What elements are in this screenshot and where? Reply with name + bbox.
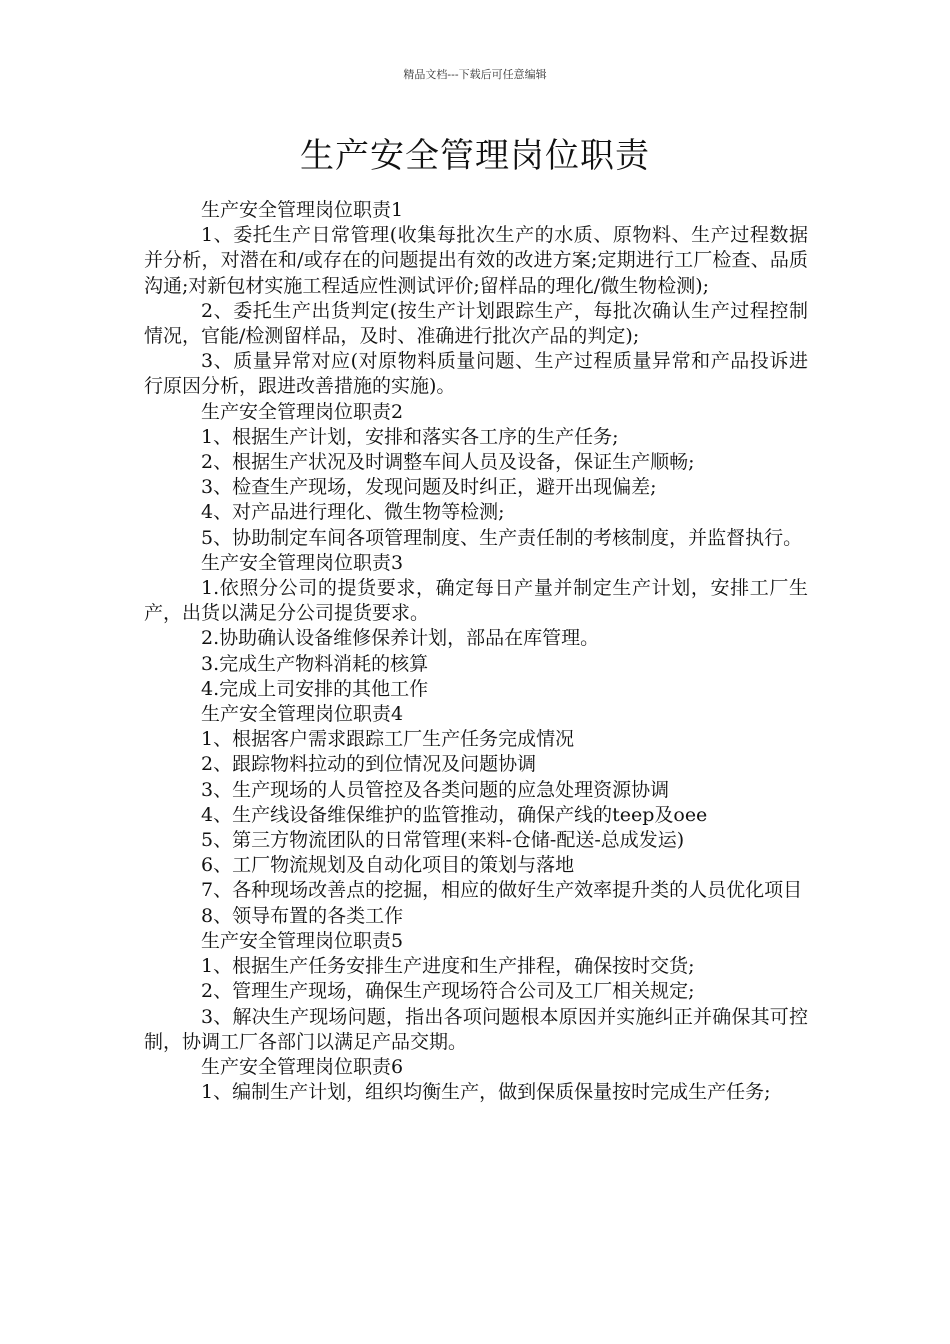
- paragraph: 1、根据客户需求跟踪工厂生产任务完成情况: [201, 728, 575, 751]
- section-heading: 生产安全管理岗位职责6: [201, 1055, 404, 1078]
- section-heading: 生产安全管理岗位职责4: [201, 703, 404, 726]
- paragraph: 8、领导布置的各类工作: [201, 904, 404, 927]
- paragraph: 6、工厂物流规划及自动化项目的策划与落地: [201, 854, 575, 877]
- paragraph: 1.依照分公司的提货要求，确定每日产量并制定生产计划，安排工厂生产，出货以满足分公司提货要求。: [144, 577, 808, 625]
- section-heading: 生产安全管理岗位职责3: [201, 551, 404, 574]
- paragraph: 2、根据生产状况及时调整车间人员及设备，保证生产顺畅;: [201, 451, 695, 474]
- paragraph: 1、编制生产计划，组织均衡生产，做到保质保量按时完成生产任务;: [201, 1081, 771, 1104]
- section-heading: 生产安全管理岗位职责1: [201, 199, 404, 221]
- paragraph: 2、管理生产现场，确保生产现场符合公司及工厂相关规定;: [201, 980, 695, 1003]
- paragraph: 1、根据生产任务安排生产进度和生产排程，确保按时交货;: [201, 955, 695, 978]
- section-heading: 生产安全管理岗位职责2: [201, 400, 404, 423]
- paragraph: 3、解决生产现场问题，指出各项问题根本原因并实施纠正并确保其可控制，协调工厂各部门以满足产品交期。: [144, 1005, 808, 1053]
- paragraph: 4、生产线设备维保维护的监管推动，确保产线的teep及oee: [201, 803, 708, 826]
- paragraph: 7、各种现场改善点的挖掘，相应的做好生产效率提升类的人员优化项目: [201, 879, 803, 902]
- paragraph: 3、生产现场的人员管控及各类问题的应急处理资源协调: [201, 778, 670, 801]
- paragraph: 5、第三方物流团队的日常管理(来料-仓储-配送-总成发运): [201, 829, 685, 852]
- paragraph: 1、委托生产日常管理(收集每批次生产的水质、原物料、生产过程数据并分析，对潜在和/或存在的问题提出有效的改进方案;定期进行工厂检查、品质沟通;对新包材实施工程适应性测试评价;留样品的理化/微生物检测);: [144, 224, 808, 297]
- paragraph: 2、跟踪物料拉动的到位情况及问题协调: [201, 753, 537, 776]
- paragraph: 1、根据生产计划，安排和落实各工序的生产任务;: [201, 425, 619, 448]
- paragraph: 3、检查生产现场，发现问题及时纠正，避开出现偏差;: [201, 476, 657, 499]
- paragraph: 2.协助确认设备维修保养计划，部品在库管理。: [201, 627, 600, 650]
- paragraph: 4.完成上司安排的其他工作: [201, 677, 429, 700]
- section-heading: 生产安全管理岗位职责5: [201, 929, 404, 952]
- paragraph: 5、协助制定车间各项管理制度、生产责任制的考核制度，并监督执行。: [201, 526, 803, 549]
- header-note: 精品文档---下载后可任意编辑: [403, 68, 547, 81]
- paragraph: 2、委托生产出货判定(按生产计划跟踪生产，每批次确认生产过程控制情况，官能/检测留样品，及时、准确进行批次产品的判定);: [144, 299, 808, 348]
- paragraph: 3、质量异常对应(对原物料质量问题、生产过程质量异常和产品投诉进行原因分析，跟进改善措施的实施)。: [144, 350, 808, 398]
- document-body: [144, 198, 808, 1105]
- paragraph: 3.完成生产物料消耗的核算: [201, 652, 429, 675]
- paragraph: 4、对产品进行理化、微生物等检测;: [201, 501, 505, 524]
- document-title: 生产安全管理岗位职责: [300, 136, 650, 176]
